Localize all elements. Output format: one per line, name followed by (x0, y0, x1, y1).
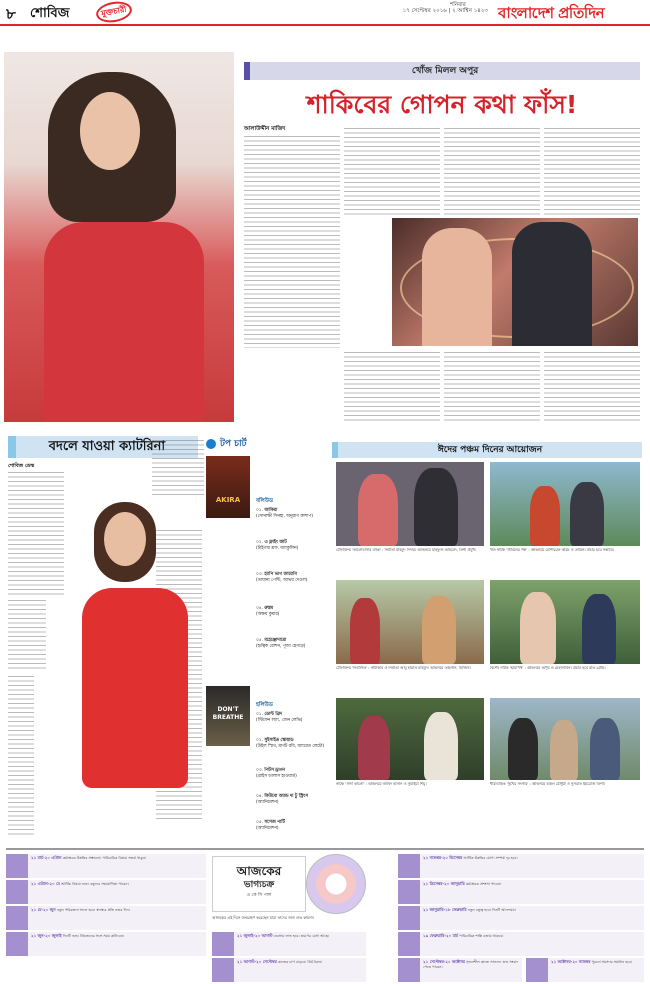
chart-item: ০৩. পিটস ড্রাগন (ব্রাইস ডালাস হাওয়ার্ড) (256, 768, 297, 779)
katrina-column (152, 440, 204, 498)
horoscope-sign: মীন ১৯ ফেব্রুয়ারি-২০ মার্চ পারিবারিক শান্তি বজায় থাকবে। (398, 932, 644, 956)
chart-item: ০৫. সসেজ পার্টি (অ্যানিমেশন) (256, 820, 285, 831)
katrina-column (8, 472, 64, 598)
chart-item: ০৫. মহেঞ্জোদারো (হৃত্বিক রোশন, পূজা হেগড়ে) (256, 638, 306, 649)
horoscope-sign: মিথুন ২১ মে-২০ জুন নতুন পরিকল্পনা সফল হবে। স্বাস্থ্যের প্রতি নজর দিন। (6, 906, 206, 930)
horoscope-sign: বৃষ ২১ এপ্রিল-২০ মে আর্থিক বিষয়ে শুভ। বন্ধুদের সহযোগিতা পাবেন। (6, 880, 206, 904)
eid-photo (490, 698, 640, 780)
horoscope-sign: বৃশ্চিক ২১ অক্টোবর-২০ নভেম্বর পুরনো সমস্যার সমাধান হবে। (526, 958, 644, 982)
horoscope-sign: কুম্ভ ২১ জানুয়ারি-১৮ ফেব্রুয়ারি নতুন বন্ধুত্ব হবে। দিনটি আনন্দময়। (398, 906, 644, 930)
horoscope-sign: কন্যা ২১ আগস্ট-২০ সেপ্টেম্বর কাজের চাপ বাড়বে। ধৈর্য ধরুন। (212, 958, 366, 982)
akira-poster: AKIRA (206, 456, 250, 518)
horoscope-sign: সিংহ ২১ জুলাই-২০ আগস্ট ব্যবসায় লাভ হবে। ভ্রমণের যোগ আছে। (212, 932, 366, 956)
bollywood-label: বলিউড (256, 498, 274, 504)
story-column (544, 128, 640, 216)
story-byline: আলাউদ্দীন মাজিদ (244, 126, 286, 132)
horoscope-sign: ধনু ২১ নভেম্বর-২০ ডিসেম্বর আর্থিক উন্নতির যোগ। সম্পর্ক দৃঢ় হবে। (398, 854, 644, 878)
horoscope-author: এ কে সি পাল (246, 893, 272, 899)
horoscope-intro: আজকের এই দিনে জন্মগ্রহণ করেছেন যারা তাদের জন্য শুভ কামনা। (212, 915, 314, 920)
katrina-column (8, 600, 46, 670)
zodiac-wheel-icon (306, 854, 366, 914)
dont-breathe-poster: DON'T BREATHE (206, 686, 250, 746)
couple-photo (392, 218, 638, 346)
eid-photo (336, 580, 484, 664)
eid-photo (336, 698, 484, 780)
story-column (444, 352, 540, 422)
story-column (444, 128, 540, 216)
katrina-column (8, 676, 34, 836)
top-chart-title: টপ চার্ট (206, 436, 316, 452)
story-column (544, 352, 640, 422)
page-header (0, 0, 650, 26)
chart-item: ০১. ডোন্ট ব্রিদ (স্টিফেন ল্যাং, জেন লেভি) (256, 712, 303, 723)
eid-photo (336, 462, 484, 546)
horoscope-title-2: ভাগ্যচক্র (243, 880, 275, 891)
chart-item: ০২. সুইসাইড স্কোয়াড (উইল স্মিথ, মার্গট রবি, জ্যারেড লেটো) (256, 738, 325, 749)
hollywood-label: হলিউড (256, 702, 273, 708)
issue-day: শনিবার (450, 2, 466, 8)
katrina-headline[interactable]: বদলে যাওয়া ক্যাটরিনা (8, 436, 198, 458)
story-column (344, 128, 440, 216)
chart-item: ০৩. হ্যাপি ভাগ জায়েগি (ডায়ানা পেন্টি, আভয় দেওল) (256, 572, 308, 583)
horoscope-sign: মকর ২১ ডিসেম্বর-২০ জানুয়ারি কর্মক্ষেত্রে প্রশংসা পাবেন। (398, 880, 644, 904)
eid-caption: নাটক 'সাদা কালো' : অভিনয়ে জাহিদ হাসান ও সুমাইয়া শিমু। (336, 782, 427, 786)
eid-caption: টেলিফিল্ম 'নির্বাসিত' : নাট্যকার ও নির্মাতা আবু হায়াত মাহমুদ। অভিনয়ে তাহসান, মিথিলা। (336, 666, 471, 670)
horoscope-sign: তুলা ২১ সেপ্টেম্বর-২০ অক্টোবর সৃজনশীল কাজে সাফল্য। শুভ সংবাদ পেতে পারেন। (398, 958, 522, 982)
section-title: শোবিজ (30, 6, 70, 21)
eid-caption: ধারাবাহিক 'সুখের সংসার' : অভিনয়ে চঞ্চল চৌধুরী ও নুসরাত ইমরোজ তিশা। (490, 782, 606, 786)
story-column (244, 136, 340, 348)
eid-caption: খণ্ড নাটক 'জীবনের গল্প' : অভিনয়ে মোশাররফ করিম ও তারিন। প্রচার হবে সন্ধ্যায়। (490, 548, 615, 552)
story-kicker: খোঁজ মিলল অপুর (244, 62, 640, 80)
issue-date: ১৭ সেপ্টেম্বর ২০১৬ | ২ আশ্বিন ১৪২৩ (402, 8, 488, 14)
horoscope-section (6, 848, 644, 978)
eid-photo (490, 580, 640, 664)
section-badge: মুক্তচারী (95, 0, 134, 25)
chart-item: ০৪. কিউবো অ্যান্ড দ্য টু স্ট্রিংস (অ্যানিমেশন) (256, 794, 308, 805)
page-number: ৮ (6, 5, 16, 23)
chart-item: ০৪. রুস্তম (অক্ষয় কুমার) (256, 606, 280, 617)
horoscope-sign: মেষ ২১ মার্চ-২০ এপ্রিল কর্মক্ষেত্রে উন্নতির সম্ভাবনা। পারিবারিক বিষয়ে সতর্ক থাকুন। (6, 854, 206, 878)
horoscope-title-1: আজকের (236, 864, 282, 878)
newspaper-logo[interactable]: বাংলাদেশ প্রতিদিন (498, 4, 605, 22)
horoscope-title-box (212, 856, 306, 912)
story-column (344, 352, 440, 422)
eid-caption: টেলিফিল্ম 'ভালোবাসার বসন্ত' : নির্মাতা মাহমুদ দিদার। অভিনয়ে মাহফুজ আহমেদ, তিশা প্রমুখ। (336, 548, 477, 552)
eid-headline[interactable]: ঈদের পঞ্চম দিনের আয়োজন (332, 442, 642, 458)
chart-item: ০১. আকিরা (সোনাক্ষী সিনহা, অনুরাগ কাশ্যপ) (256, 508, 313, 519)
story-headline[interactable]: শাকিবের গোপন কথা ফাঁস! (306, 90, 578, 119)
chart-item: ০২. এ ফ্লাইং জাট (টাইগার শ্রফ, জ্যাকুলিন) (256, 540, 299, 551)
eid-caption: বিশেষ নাটক 'ছায়াপথ' : অভিনয়ে অপূর্ব ও মেহজাবিন। প্রচার হবে রাত ৯টায়। (490, 666, 606, 670)
katrina-byline: শোবিজ ডেস্ক (8, 463, 35, 469)
horoscope-sign: কর্কট ২১ জুন-২০ জুলাই দিনটি শুভ। প্রিয়জনের সঙ্গে সময় কাটাবেন। (6, 932, 206, 956)
actress-photo (4, 52, 234, 422)
katrina-photo (64, 498, 196, 788)
eid-photo (490, 462, 640, 546)
